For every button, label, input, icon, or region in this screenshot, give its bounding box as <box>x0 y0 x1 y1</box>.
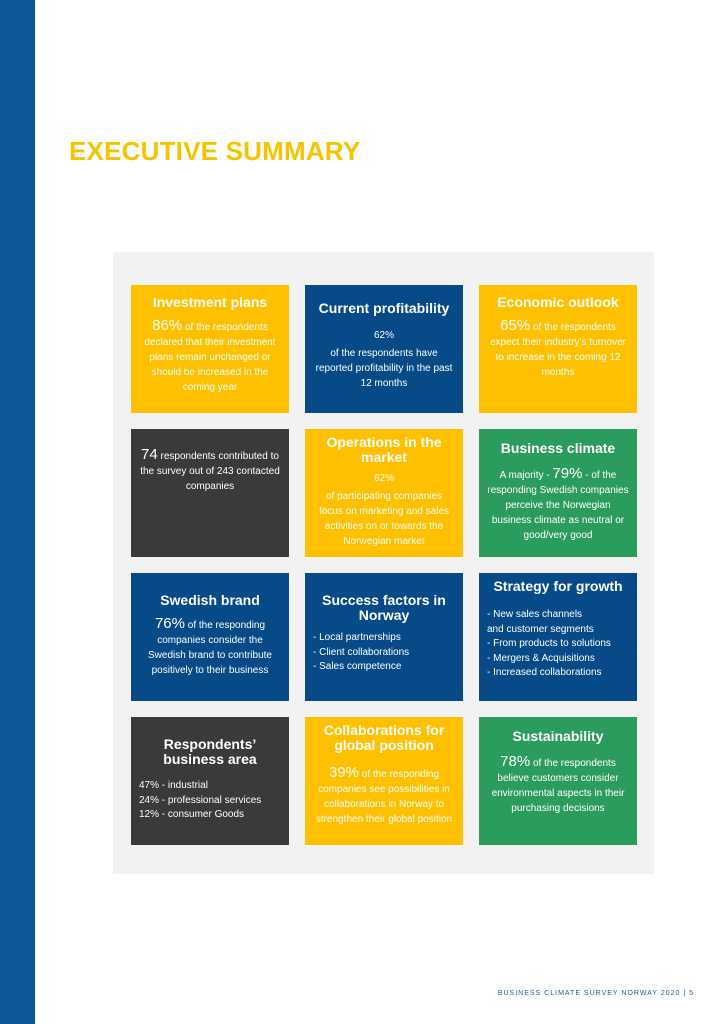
tile-title: Investment plans <box>152 294 268 310</box>
stat-description: of the respondents expect their industry’s turnover to increase in the coming 12 months <box>490 322 626 378</box>
tile-economic-outlook <box>479 285 637 413</box>
tile-title: Collaborations for global position <box>323 722 445 753</box>
tile-title: Sustainability <box>512 728 604 744</box>
list-item: and customer segments <box>487 623 594 635</box>
tile-business-area <box>131 717 289 845</box>
tile-title: Operations in the market <box>326 434 442 465</box>
list-item: - Client collaborations <box>313 646 410 658</box>
page-footer: BUSINESS CLIMATE SURVEY NORWAY 2020 | 5 <box>497 990 694 997</box>
tile-sustainability <box>479 717 637 845</box>
tile-title: Respondents’ business area <box>163 736 257 767</box>
tile-swedish-brand <box>131 573 289 701</box>
stat-value: 79% <box>552 465 583 482</box>
stat-value: 39% <box>328 764 359 781</box>
tile-text <box>139 318 281 395</box>
page-title: EXECUTIVE SUMMARY <box>69 136 361 166</box>
stat-value: 86% <box>152 317 183 334</box>
strategy-list <box>487 608 629 681</box>
stat-description: of the respondents believe customers consider environmental aspects in their purchasing decisions <box>491 758 625 814</box>
stat-description: respondents contributed to the survey out of 243 contacted companies <box>140 451 280 492</box>
tile-text <box>313 765 455 827</box>
tile-success-factors <box>305 573 463 701</box>
stat-description: of the respondents declared that their investment plans remain unchanged or should be increased in the coming year <box>144 322 276 393</box>
tile-text <box>487 754 629 816</box>
tile-title: Business climate <box>500 440 616 456</box>
tile-strategy-growth <box>479 573 637 701</box>
tile-business-climate <box>479 429 637 557</box>
tile-text <box>139 616 281 678</box>
stat-value: 74 <box>141 446 158 463</box>
list-item: 47% - industrial <box>139 780 208 791</box>
left-color-bar <box>0 0 35 1024</box>
stat-description: - of the responding Swedish companies perceive the Norwegian business climate as neutral or good/very good <box>487 470 629 541</box>
stat-value: 62% <box>373 473 394 484</box>
list-item: - New sales channels <box>487 609 583 620</box>
stat-description: of the responding companies see possibilities in collaborations in Norway to strengthen their global position <box>315 769 453 825</box>
list-item: - Sales competence <box>313 661 402 672</box>
tile-title: Economic outlook <box>497 294 619 310</box>
stat-value: 65% <box>500 317 531 334</box>
tile-title: Current profitability <box>318 300 450 316</box>
list-item: - Mergers & Acquisitions <box>487 652 595 664</box>
list-item: - Local partnerships <box>313 632 401 643</box>
tile-operations-market <box>305 429 463 557</box>
tile-title: Success factors in Norway <box>322 592 446 623</box>
stat-description: of participating companies focus on marketing and sales activities on or towards the Norwegian market <box>318 491 450 547</box>
stat-value: 76% <box>154 615 185 632</box>
list-item: 24% - professional services <box>139 794 262 806</box>
stat-prefix: A majority - <box>499 470 553 481</box>
business-area-list <box>139 779 281 823</box>
tile-text <box>139 447 281 494</box>
tile-collaborations <box>305 717 463 845</box>
stat-value: 62% <box>373 330 394 341</box>
success-factors-list <box>313 631 455 675</box>
tile-current-profitability <box>305 285 463 413</box>
tile-respondents <box>131 429 289 557</box>
tile-investment-plans <box>131 285 289 413</box>
list-item: - Increased collaborations <box>487 667 602 678</box>
tile-title: Strategy for growth <box>493 578 623 594</box>
stat-description: of the respondents have reported profitability in the past 12 months <box>315 348 453 389</box>
tile-text <box>487 318 629 380</box>
list-item: 12% - consumer Goods <box>139 809 245 820</box>
stat-value: 78% <box>500 753 531 770</box>
list-item: - From products to solutions <box>487 638 611 649</box>
tile-title: Swedish brand <box>160 592 260 608</box>
summary-panel <box>113 252 654 874</box>
tile-text <box>487 466 629 543</box>
stat-description: of the responding companies consider the Swedish brand to contribute positively to their business <box>148 620 272 676</box>
